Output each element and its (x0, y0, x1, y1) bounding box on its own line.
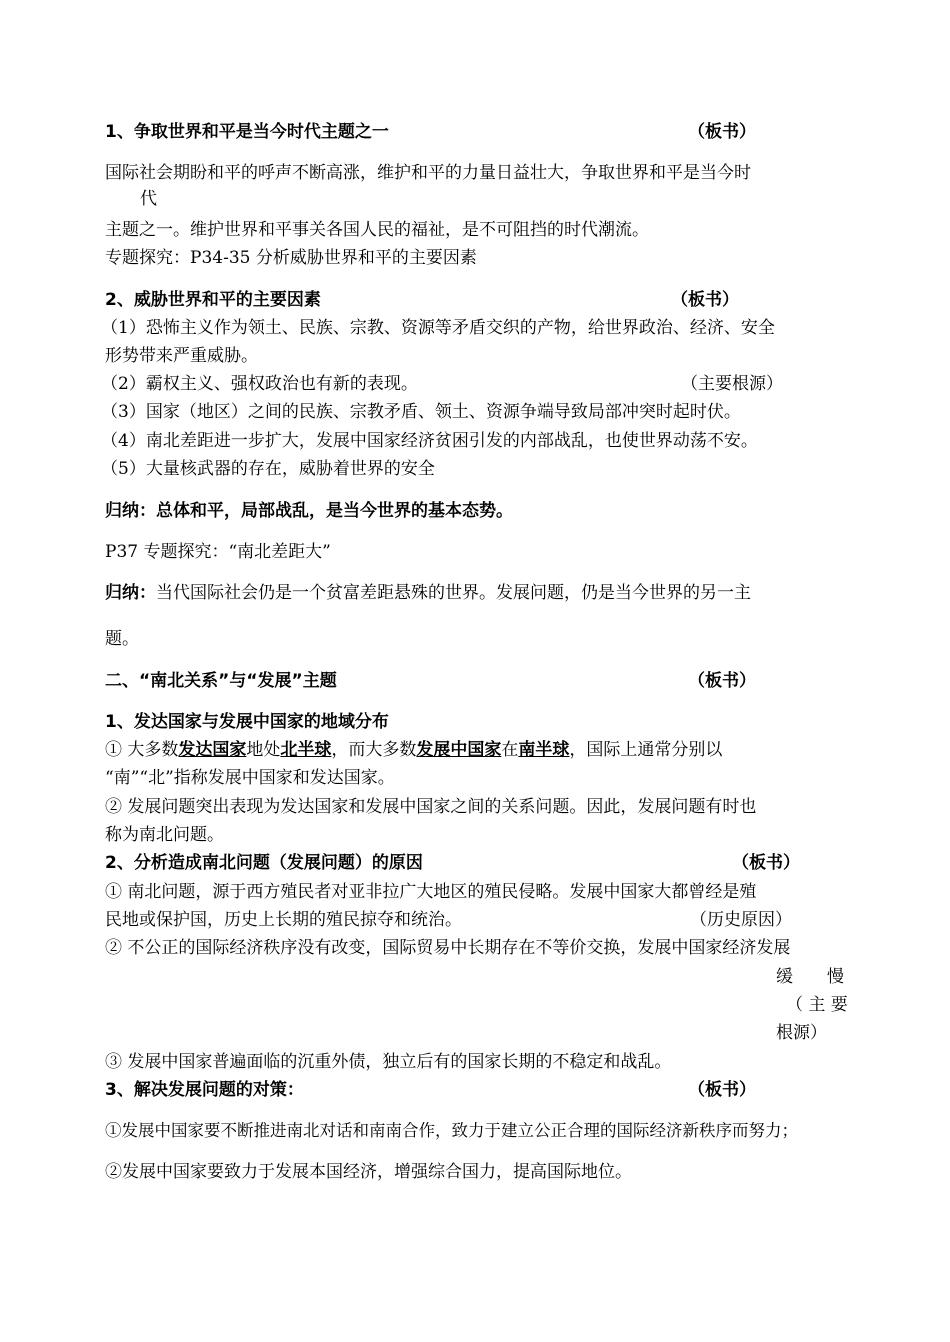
line-1-post: ，国际上通常分别以 (569, 740, 723, 760)
section-1-tag: （板书） (688, 122, 756, 142)
line-1-mid3: 在 (501, 740, 519, 760)
paragraph-2: 主题之一。维护世界和平事关各国人民的福祉，是不可阻挡的时代潮流。 (105, 220, 649, 240)
developed-countries: 发达国家 (178, 740, 247, 760)
paragraph-3: 专题探究：P34-35 分析威胁世界和平的主要因素 (105, 248, 477, 268)
line-1 (105, 739, 722, 761)
summary-2-text: 当代国际社会仍是一个贫富差距悬殊的世界。发展问题，仍是当今世界的另一主 (156, 583, 751, 603)
line-1-pre: ① 大多数 (105, 740, 179, 760)
northern-hemisphere: 北半球 (280, 740, 332, 760)
section-3-heading: 二、“南北关系”与“发展”主题 (105, 671, 337, 691)
item-2: （2）霸权主义、强权政治也有新的表现。 (101, 374, 418, 394)
p37-note: P37 专题探究：“南北差距大” (105, 542, 331, 562)
cause-3: ③ 发展中国家普遍面临的沉重外债，独立后有的国家长期的不稳定和战乱。 (105, 1052, 672, 1072)
line-1b: “南”“北”指称发展中国家和发达国家。 (105, 768, 395, 788)
line-1-mid1: 地处 (246, 740, 281, 760)
cause-2a: ② 不公正的国际经济秩序没有改变，国际贸易中长期存在不等价交换，发展中国家经济发展 (105, 938, 791, 958)
summary-1: 归纳：总体和平，局部战乱，是当今世界的基本态势。 (105, 501, 513, 521)
item-2-note: （主要根源） (681, 374, 783, 394)
item-5: （5）大量核武器的存在，威胁着世界的安全 (101, 459, 435, 479)
item-1a: （1）恐怖主义作为领土、民族、宗教、资源等矛盾交织的产物，给世界政治、经济、安全 (101, 318, 775, 338)
section-2-tag: （板书） (671, 290, 739, 310)
sub-heading-1: 1、发达国家与发展中国家的地域分布 (105, 712, 389, 732)
sub-heading-2-tag: （板书） (732, 853, 800, 873)
cause-2c: （ 主 要 (786, 995, 848, 1015)
paragraph-1a: 国际社会期盼和平的呼声不断高涨，维护和平的力量日益壮大，争取世界和平是当今时 (105, 163, 751, 183)
paragraph-1b: 代 (140, 189, 157, 209)
sub-heading-2: 2、分析造成南北问题（发展问题）的原因 (105, 853, 423, 873)
summary-2-label: 归纳： (105, 583, 156, 603)
southern-hemisphere: 南半球 (518, 740, 570, 760)
developing-countries: 发展中国家 (416, 740, 502, 760)
line-1-mid2: ，而大多数 (331, 740, 417, 760)
cause-1a: ① 南北问题，源于西方殖民者对亚非拉广大地区的殖民侵略。发展中国家大都曾经是殖 (105, 882, 757, 902)
item-1b: 形势带来严重威胁。 (105, 346, 258, 366)
sub-heading-3-tag: （板书） (688, 1080, 756, 1100)
sub-heading-3: 3、解决发展问题的对策： (105, 1080, 304, 1100)
measure-2: ②发展中国家要致力于发展本国经济，增强综合国力，提高国际地位。 (105, 1162, 632, 1182)
item-4: （4）南北差距进一步扩大，发展中国家经济贫困引发的内部战乱，也使世界动荡不安。 (101, 431, 758, 451)
item-3: （3）国家（地区）之间的民族、宗教矛盾、领土、资源争端导致局部冲突时起时伏。 (101, 402, 741, 422)
line-2b: 称为南北问题。 (105, 825, 224, 845)
measure-1: ①发展中国家要不断推进南北对话和南南合作，致力于建立公正合理的国际经济新秩序而努力； (105, 1121, 798, 1140)
cause-1b: 民地或保护国，历史上长期的殖民掠夺和统治。 (105, 910, 462, 930)
section-3-tag: （板书） (688, 671, 756, 691)
summary-2 (105, 582, 751, 604)
cause-2b: 缓 慢 (776, 967, 844, 987)
section-1-heading: 1、争取世界和平是当今时代主题之一 (105, 122, 389, 142)
line-2a: ② 发展问题突出表现为发达国家和发展中国家之间的关系问题。因此，发展问题有时也 (105, 797, 757, 817)
cause-1-note: （历史原因） (690, 910, 792, 930)
cause-2d: 根源） (776, 1023, 827, 1043)
summary-2b: 题。 (105, 629, 139, 649)
section-2-heading: 2、威胁世界和平的主要因素 (105, 290, 321, 310)
